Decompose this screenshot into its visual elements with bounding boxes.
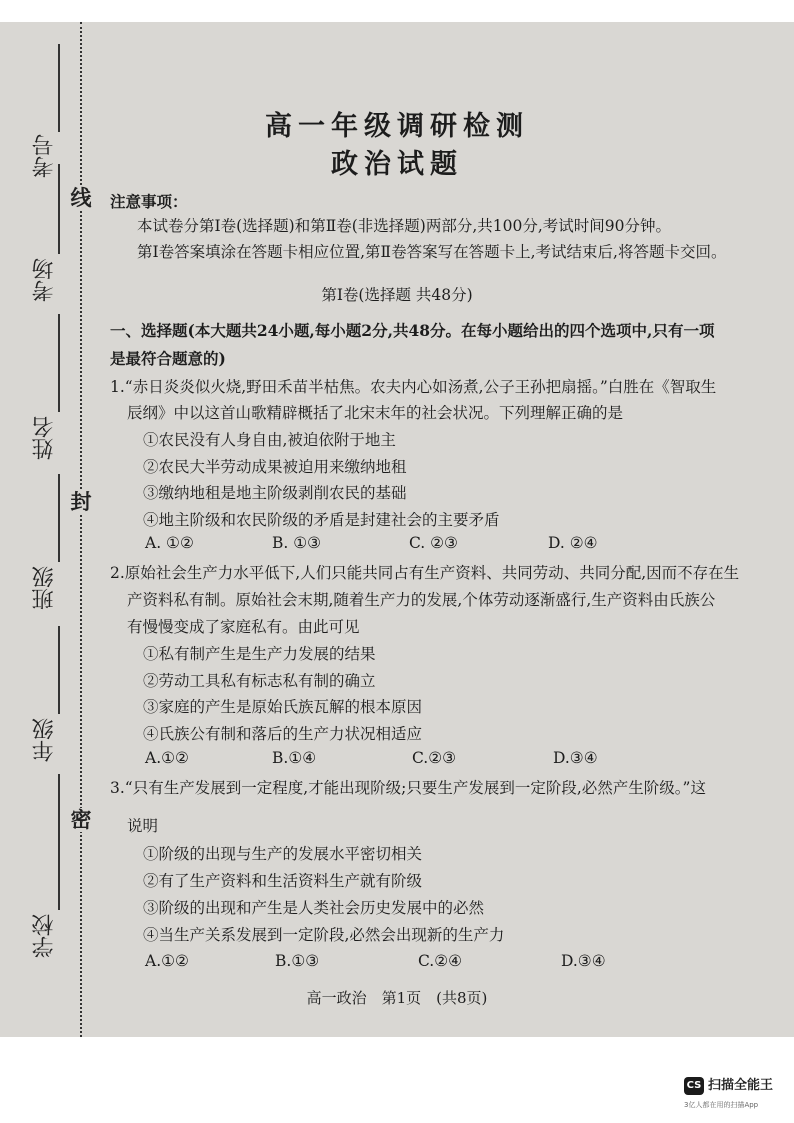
statement-item: ③缴纳地租是地主阶级剥削农民的基础 [143, 484, 407, 502]
statement-item: ③阶级的出现和产生是人类社会历史发展中的必然 [143, 899, 485, 917]
answer-choice: C. ②③ [409, 534, 458, 552]
seal-seal-mark: 封 [70, 489, 92, 514]
statement-item: ④氏族公有制和落后的生产力状况相适应 [143, 725, 423, 743]
subject-title: 政治试题 [331, 149, 463, 180]
page-title: 高一年级调研检测 [265, 111, 529, 142]
part-one-heading: 第Ⅰ卷(选择题 共48分) [321, 286, 473, 304]
question-stem: 辰纲》中以这首山歌精辟概括了北宋末年的社会状况。下列理解正确的是 [127, 404, 624, 422]
name-label: 姓名 [32, 416, 57, 460]
answer-choice: B.①④ [272, 749, 317, 767]
answer-choice: C.②④ [418, 952, 463, 970]
question-stem: 1.“赤日炎炎似火烧,野田禾苗半枯焦。农夫内心如汤煮,公子王孙把扇摇。”白胜在《智取生 [110, 378, 717, 396]
notice-heading: 注意事项： [110, 192, 188, 211]
question-stem: 产资料私有制。原始社会末期,随着生产力的发展,个体劳动逐渐盛行,生产资料由氏族公 [127, 591, 716, 609]
seal-secret-mark: 密 [70, 807, 92, 832]
exam-paper [0, 22, 794, 1037]
seal-line-mark: 线 [70, 185, 92, 210]
exam-number-label: 考号 [32, 134, 57, 178]
exam-room-label: 考场 [32, 258, 57, 302]
notice-line: 第Ⅰ卷答案填涂在答题卡相应位置,第Ⅱ卷答案写在答题卡上,考试结束后,将答题卡交回。 [137, 243, 727, 261]
question-stem: 2.原始社会生产力水平低下,人们只能共同占有生产资料、共同劳动、共同分配,因而不存在生 [110, 564, 740, 582]
grade-line [58, 626, 60, 714]
class-label: 班级 [32, 566, 57, 610]
page-footer: 高一政治 第1页 (共8页) [306, 989, 488, 1007]
answer-choice: B.①③ [275, 952, 320, 970]
answer-choice: A.①② [145, 952, 189, 970]
section-instruction: 是最符合题意的) [110, 349, 226, 368]
answer-choice: C.②③ [412, 749, 457, 767]
statement-item: ④当生产关系发展到一定阶段,必然会出现新的生产力 [143, 926, 505, 944]
statement-item: ②劳动工具私有标志私有制的确立 [143, 672, 376, 690]
school-line [58, 774, 60, 910]
answer-choice: D.③④ [553, 749, 598, 767]
statement-item: ①阶级的出现与生产的发展水平密切相关 [143, 845, 423, 863]
watermark-tagline: 3亿人都在用的扫描App [684, 1101, 759, 1109]
statement-item: ②农民大半劳动成果被迫用来缴纳地租 [143, 458, 407, 476]
notice-line: 本试卷分第Ⅰ卷(选择题)和第Ⅱ卷(非选择题)两部分,共100分,考试时间90分钟。 [137, 217, 672, 235]
statement-item: ④地主阶级和农民阶级的矛盾是封建社会的主要矛盾 [143, 511, 500, 529]
answer-choice: A.①② [145, 749, 189, 767]
question-stem: 3.“只有生产发展到一定程度,才能出现阶级;只要生产发展到一定阶段,必然产生阶级。”这 [110, 779, 706, 797]
answer-choice: A. ①② [145, 534, 194, 552]
statement-item: ①私有制产生是生产力发展的结果 [143, 645, 376, 663]
camscanner-logo: CS [684, 1077, 704, 1095]
class-line [58, 474, 60, 562]
section-instruction: 一、选择题(本大题共24小题,每小题2分,共48分。在每小题给出的四个选项中,只有一项 [110, 321, 715, 340]
watermark-app-name: 扫描全能王 [708, 1078, 774, 1093]
statement-item: ①农民没有人身自由,被迫依附于地主 [143, 431, 396, 449]
question-stem: 有慢慢变成了家庭私有。由此可见 [127, 618, 360, 636]
question-stem: 说明 [127, 817, 159, 835]
answer-choice: D.③④ [561, 952, 606, 970]
statement-item: ③家庭的产生是原始氏族瓦解的根本原因 [143, 698, 423, 716]
answer-choice: D. ②④ [548, 534, 598, 552]
school-label: 学校 [32, 914, 57, 958]
name-line [58, 314, 60, 412]
statement-item: ②有了生产资料和生活资料生产就有阶级 [143, 872, 423, 890]
grade-label: 年级 [32, 718, 57, 762]
answer-choice: B. ①③ [272, 534, 322, 552]
